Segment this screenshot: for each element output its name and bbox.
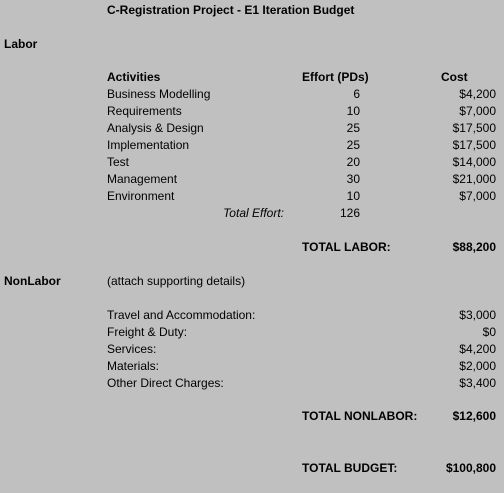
- cost-value: $14,000: [452, 155, 496, 169]
- effort-value: 30: [346, 172, 360, 186]
- effort-value: 10: [346, 189, 360, 203]
- cost-value: $21,000: [452, 172, 496, 186]
- cost-value: $4,200: [459, 87, 496, 101]
- total-labor-value: $88,200: [452, 240, 496, 254]
- effort-value: 6: [353, 87, 360, 101]
- nonlabor-cost: $2,000: [459, 359, 496, 373]
- cost-value: $7,000: [459, 104, 496, 118]
- activities-header: Activities: [107, 70, 161, 84]
- activity-name: Management: [107, 172, 178, 186]
- activity-name: Requirements: [107, 104, 182, 118]
- effort-value: 25: [346, 138, 360, 152]
- nonlabor-section-label: NonLabor: [4, 274, 61, 288]
- total-effort-label: Total Effort:: [223, 206, 284, 220]
- activity-name: Implementation: [107, 138, 190, 152]
- activity-name: Test: [107, 155, 130, 169]
- activity-name: Business Modelling: [107, 87, 211, 101]
- total-budget-label: TOTAL BUDGET:: [302, 461, 398, 475]
- labor-row: [0, 121, 504, 138]
- nonlabor-cost: $4,200: [459, 342, 496, 356]
- effort-header: Effort (PDs): [302, 70, 369, 84]
- labor-row: [0, 189, 504, 206]
- cost-value: $7,000: [459, 189, 496, 203]
- nonlabor-row: [0, 359, 504, 376]
- total-labor-label: TOTAL LABOR:: [302, 240, 391, 254]
- nonlabor-row: [0, 376, 504, 393]
- nonlabor-cost: $3,000: [459, 308, 496, 322]
- nonlabor-cost: $0: [482, 325, 496, 339]
- labor-row: [0, 87, 504, 104]
- activity-name: Analysis & Design: [107, 121, 204, 135]
- effort-value: 10: [346, 104, 360, 118]
- total-nonlabor-value: $12,600: [452, 409, 496, 423]
- total-nonlabor-label: TOTAL NONLABOR:: [302, 409, 418, 423]
- total-effort-value: 126: [339, 206, 360, 220]
- nonlabor-row: [0, 308, 504, 325]
- labor-row: [0, 172, 504, 189]
- effort-value: 20: [346, 155, 360, 169]
- page-title: C-Registration Project - E1 Iteration Budget: [107, 3, 355, 17]
- nonlabor-note: (attach supporting details): [107, 274, 246, 288]
- cost-value: $17,500: [452, 138, 496, 152]
- labor-row: [0, 104, 504, 121]
- effort-value: 25: [346, 121, 360, 135]
- nonlabor-row: [0, 325, 504, 342]
- labor-section-label: Labor: [4, 37, 38, 51]
- activity-name: Environment: [107, 189, 175, 203]
- nonlabor-cost: $3,400: [459, 376, 496, 390]
- cost-value: $17,500: [452, 121, 496, 135]
- nonlabor-item: Materials:: [107, 359, 160, 373]
- labor-row: [0, 155, 504, 172]
- nonlabor-row: [0, 342, 504, 359]
- nonlabor-item: Travel and Accommodation:: [107, 308, 256, 322]
- labor-row: [0, 138, 504, 155]
- cost-header: Cost: [441, 70, 468, 84]
- nonlabor-item: Freight & Duty:: [107, 325, 188, 339]
- nonlabor-item: Services:: [107, 342, 157, 356]
- total-budget-value: $100,800: [445, 461, 496, 475]
- nonlabor-item: Other Direct Charges:: [107, 376, 224, 390]
